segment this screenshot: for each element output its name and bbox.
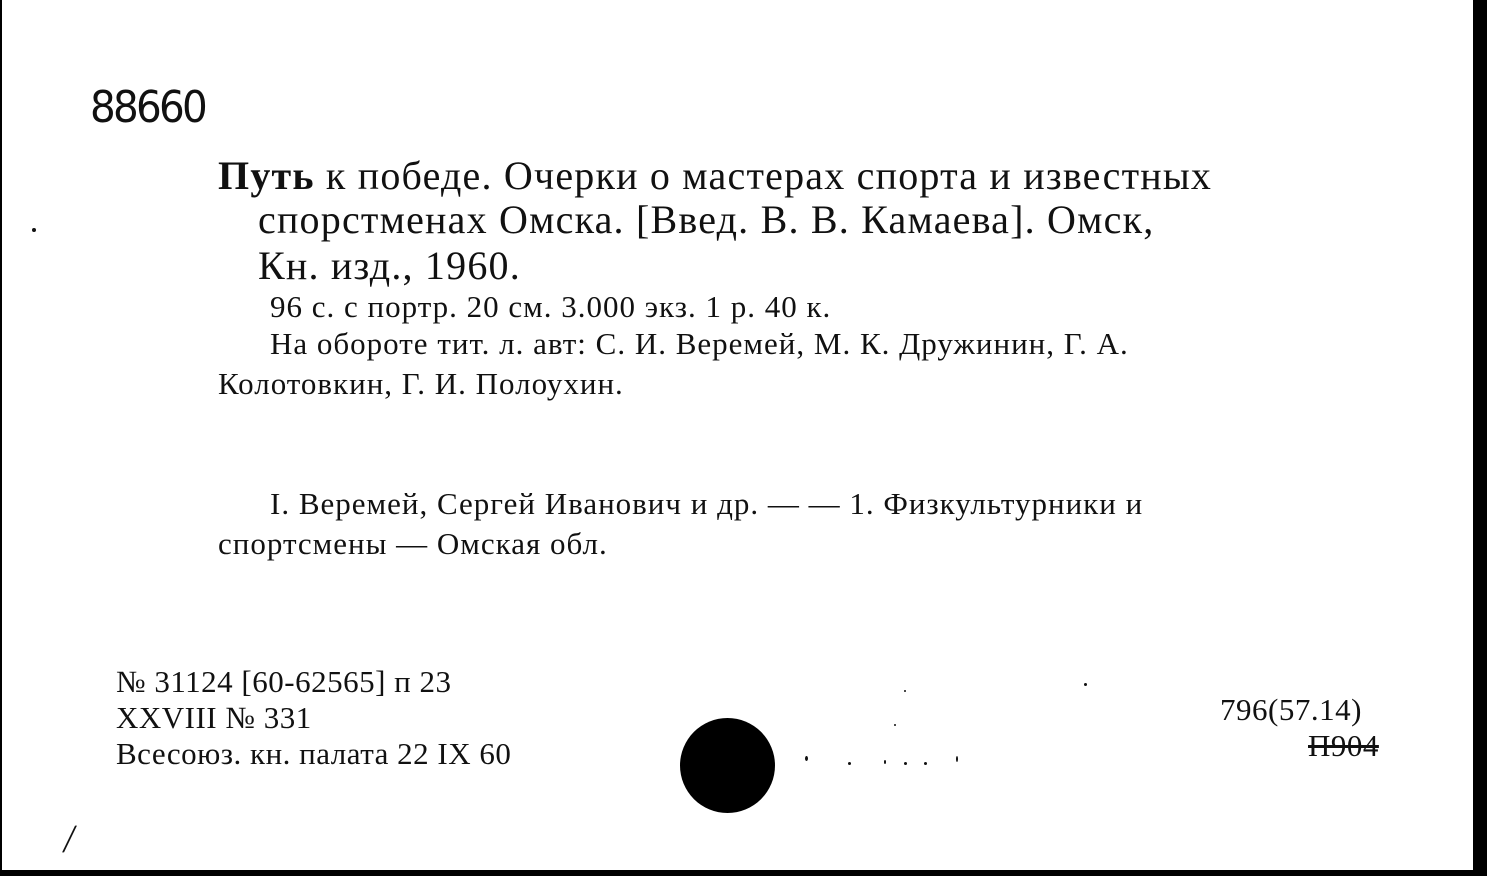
speck-dot <box>848 762 851 765</box>
scan-border-right <box>1473 0 1487 876</box>
title-line-1 <box>218 152 1212 199</box>
speck-dot <box>956 756 958 762</box>
classification-code: 796(57.14) <box>1220 692 1362 727</box>
punch-hole <box>680 718 775 813</box>
title-rest: к победе. Очерки о мастерах спорта и известных <box>314 153 1213 198</box>
author-mark: П904 <box>1308 728 1379 763</box>
footer-line-1: № 31124 [60-62565] п 23 <box>116 664 452 699</box>
speck-dot <box>894 724 896 726</box>
note-line-1: На обороте тит. л. авт: С. И. Веремей, М. К. Дружинин, Г. А. <box>270 326 1129 361</box>
speck-dot <box>1084 683 1087 686</box>
handwritten-mark: / <box>60 816 79 861</box>
speck-dot <box>924 762 927 765</box>
note-line-2: Колотовкин, Г. И. Полоухин. <box>218 366 624 401</box>
scan-border-bottom <box>0 870 1487 876</box>
footer-line-3: Всесоюз. кн. палата 22 IX 60 <box>116 736 512 771</box>
speck-dot <box>884 760 886 764</box>
speck-dot <box>904 690 906 692</box>
footer-line-2: XXVIII № 331 <box>116 700 312 735</box>
speck-dot <box>32 228 36 232</box>
title-line-3: Кн. изд., 1960. <box>258 243 521 288</box>
speck-dot <box>904 762 907 765</box>
speck-dot <box>805 756 808 761</box>
tracings-line-1: I. Веремей, Сергей Иванович и др. — — 1. Физкультурники и <box>270 486 1144 521</box>
tracings-line-2: спортсмены — Омская обл. <box>218 526 608 561</box>
physical-description: 96 с. с портр. 20 см. 3.000 экз. 1 р. 40 к. <box>270 289 832 324</box>
handwritten-accession-number: 88660 <box>90 82 205 133</box>
title-line-2: спорстменах Омска. [Введ. В. В. Камаева]. Омск, <box>258 197 1155 242</box>
title-first-word: Путь <box>218 153 315 198</box>
